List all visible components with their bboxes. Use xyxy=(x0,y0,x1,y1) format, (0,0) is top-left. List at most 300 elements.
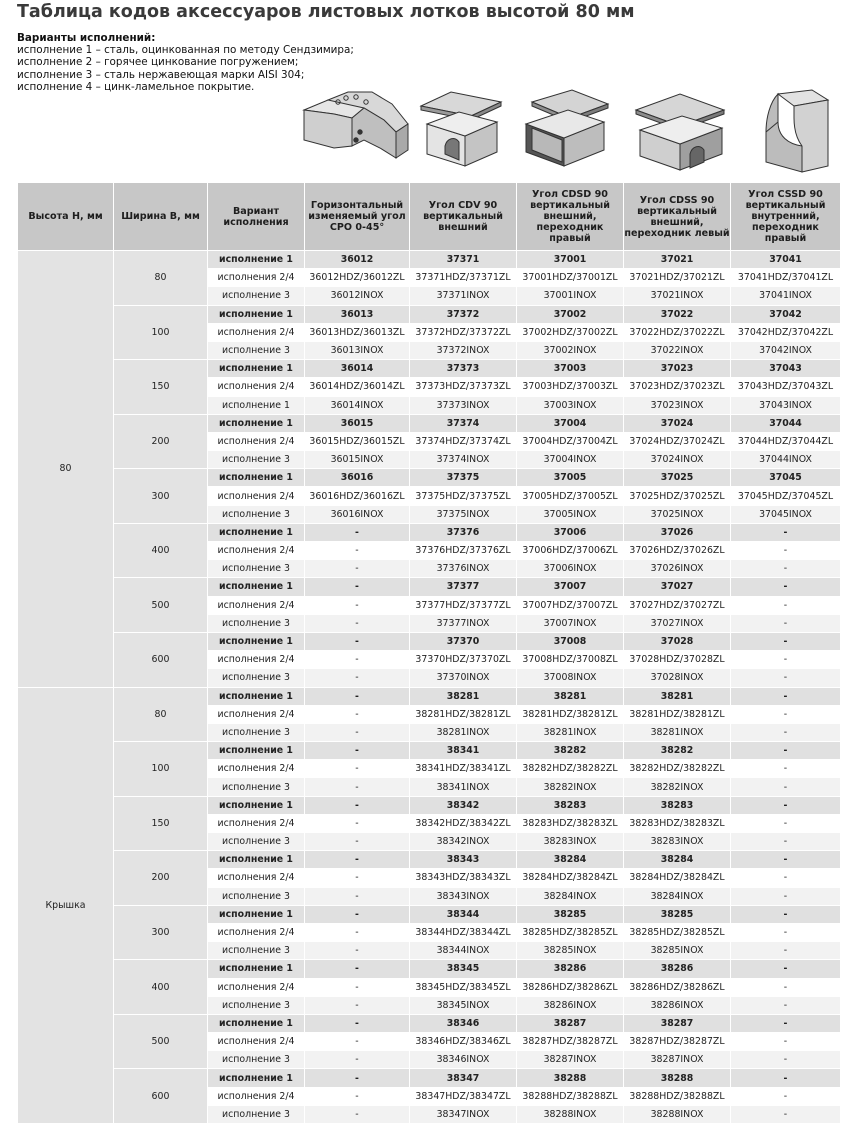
code-cell: 38281 xyxy=(624,687,731,705)
code-cell: 37006INOX xyxy=(517,560,624,578)
variant-cell: исполнения 2/4 xyxy=(208,269,305,287)
code-cell: 37371INOX xyxy=(410,287,517,305)
code-cell: - xyxy=(731,705,841,723)
variant-cell: исполнения 2/4 xyxy=(208,923,305,941)
code-cell: 36014HDZ/36014ZL xyxy=(305,378,410,396)
code-cell: 36015 xyxy=(305,414,410,432)
page-title: Таблица кодов аксессуаров листовых лотков высотой 80 мм xyxy=(17,2,635,22)
code-cell: 38285HDZ/38285ZL xyxy=(517,923,624,941)
table-body xyxy=(18,251,841,1124)
code-cell: 37025HDZ/37025ZL xyxy=(624,487,731,505)
code-cell: 37375 xyxy=(410,469,517,487)
code-cell: 37043HDZ/37043ZL xyxy=(731,378,841,396)
code-cell: 38286 xyxy=(517,960,624,978)
code-cell: - xyxy=(305,869,410,887)
code-cell: 37022HDZ/37022ZL xyxy=(624,323,731,341)
code-cell: 38341 xyxy=(410,742,517,760)
variant-cell: исполнение 3 xyxy=(208,723,305,741)
variant-cell: исполнение 1 xyxy=(208,1014,305,1032)
table-row xyxy=(18,632,841,650)
table-row xyxy=(18,578,841,596)
code-cell: 37024HDZ/37024ZL xyxy=(624,432,731,450)
variant-cell: исполнение 1 xyxy=(208,687,305,705)
variant-line: исполнение 3 – сталь нержавеющая марки AISI 304; xyxy=(17,68,305,81)
code-cell: 38282INOX xyxy=(517,778,624,796)
code-cell: - xyxy=(305,1014,410,1032)
code-cell: 37001HDZ/37001ZL xyxy=(517,269,624,287)
variant-cell: исполнение 1 xyxy=(208,523,305,541)
code-cell: - xyxy=(731,978,841,996)
code-cell: - xyxy=(731,960,841,978)
code-cell: - xyxy=(305,851,410,869)
cdss-corner-icon xyxy=(630,88,730,172)
code-cell: 38347INOX xyxy=(410,1105,517,1123)
table-row xyxy=(18,251,841,269)
code-cell: 37041INOX xyxy=(731,287,841,305)
code-cell: 38344HDZ/38344ZL xyxy=(410,923,517,941)
code-cell: 38342 xyxy=(410,796,517,814)
code-cell: - xyxy=(305,960,410,978)
code-cell: 38285INOX xyxy=(624,942,731,960)
code-cell: 37377INOX xyxy=(410,614,517,632)
variant-cell: исполнения 2/4 xyxy=(208,814,305,832)
variant-cell: исполнение 1 xyxy=(208,578,305,596)
code-cell: - xyxy=(305,651,410,669)
code-cell: - xyxy=(305,578,410,596)
code-cell: - xyxy=(731,923,841,941)
variant-cell: исполнение 3 xyxy=(208,1051,305,1069)
code-cell: - xyxy=(731,1069,841,1087)
code-cell: 37045INOX xyxy=(731,505,841,523)
code-cell: 38284HDZ/38284ZL xyxy=(517,869,624,887)
code-cell: 38282INOX xyxy=(624,778,731,796)
cdv-corner-icon xyxy=(413,88,508,170)
code-cell: 37027 xyxy=(624,578,731,596)
variant-cell: исполнение 1 xyxy=(208,1069,305,1087)
code-cell: 38284 xyxy=(624,851,731,869)
code-cell: 38347HDZ/38347ZL xyxy=(410,1087,517,1105)
variant-cell: исполнение 3 xyxy=(208,669,305,687)
horizontal-angle-icon xyxy=(300,88,412,168)
code-cell: 37042HDZ/37042ZL xyxy=(731,323,841,341)
code-cell: 38283 xyxy=(624,796,731,814)
code-cell: 37027HDZ/37027ZL xyxy=(624,596,731,614)
code-cell: 37004INOX xyxy=(517,451,624,469)
table-row xyxy=(18,469,841,487)
code-cell: - xyxy=(731,869,841,887)
table-header-row xyxy=(18,183,841,251)
code-cell: 37370INOX xyxy=(410,669,517,687)
column-header: Угол CDSD 90 вертикальный внешний, переходник правый xyxy=(517,183,624,251)
code-cell: - xyxy=(305,669,410,687)
code-cell: - xyxy=(731,632,841,650)
table-row xyxy=(18,305,841,323)
code-cell: - xyxy=(305,796,410,814)
width-cell: 300 xyxy=(114,469,208,524)
code-cell: 38343 xyxy=(410,851,517,869)
code-cell: - xyxy=(731,1105,841,1123)
code-cell: 37023INOX xyxy=(624,396,731,414)
width-cell: 200 xyxy=(114,851,208,906)
variant-cell: исполнение 1 xyxy=(208,396,305,414)
code-cell: 37028 xyxy=(624,632,731,650)
code-cell: 38343INOX xyxy=(410,887,517,905)
code-cell: 37376INOX xyxy=(410,560,517,578)
code-cell: 38281HDZ/38281ZL xyxy=(624,705,731,723)
code-cell: - xyxy=(731,1014,841,1032)
code-cell: 38281INOX xyxy=(517,723,624,741)
code-cell: 38281INOX xyxy=(410,723,517,741)
variant-cell: исполнение 3 xyxy=(208,833,305,851)
code-cell: 36014 xyxy=(305,360,410,378)
width-cell: 80 xyxy=(114,687,208,742)
width-cell: 200 xyxy=(114,414,208,469)
code-cell: 38286HDZ/38286ZL xyxy=(624,978,731,996)
column-header: Вариант исполнения xyxy=(208,183,305,251)
variant-cell: исполнения 2/4 xyxy=(208,651,305,669)
code-cell: - xyxy=(305,1051,410,1069)
code-cell: 37021HDZ/37021ZL xyxy=(624,269,731,287)
code-cell: 37005 xyxy=(517,469,624,487)
table-row xyxy=(18,360,841,378)
variant-cell: исполнение 3 xyxy=(208,341,305,359)
code-cell: 37005INOX xyxy=(517,505,624,523)
variant-cell: исполнение 1 xyxy=(208,796,305,814)
code-cell: 37377 xyxy=(410,578,517,596)
variant-cell: исполнение 3 xyxy=(208,505,305,523)
code-cell: 37042INOX xyxy=(731,341,841,359)
variant-cell: исполнения 2/4 xyxy=(208,869,305,887)
code-cell: 36016INOX xyxy=(305,505,410,523)
variant-cell: исполнения 2/4 xyxy=(208,542,305,560)
column-header: Угол CDSS 90 вертикальный внешний, переходник левый xyxy=(624,183,731,251)
code-cell: 37373HDZ/37373ZL xyxy=(410,378,517,396)
variant-cell: исполнения 2/4 xyxy=(208,705,305,723)
code-cell: - xyxy=(305,905,410,923)
code-cell: 37376 xyxy=(410,523,517,541)
code-cell: - xyxy=(305,542,410,560)
code-cell: - xyxy=(731,851,841,869)
table-row xyxy=(18,1069,841,1087)
code-cell: - xyxy=(305,632,410,650)
variant-line: исполнение 4 – цинк-ламельное покрытие. xyxy=(17,80,255,93)
code-cell: 37004HDZ/37004ZL xyxy=(517,432,624,450)
variant-cell: исполнения 2/4 xyxy=(208,1033,305,1051)
code-cell: 38344INOX xyxy=(410,942,517,960)
variant-cell: исполнения 2/4 xyxy=(208,487,305,505)
code-cell: 37008HDZ/37008ZL xyxy=(517,651,624,669)
code-cell: 37372HDZ/37372ZL xyxy=(410,323,517,341)
code-cell: 37371 xyxy=(410,251,517,269)
code-cell: 38344 xyxy=(410,905,517,923)
table-row xyxy=(18,851,841,869)
width-cell: 600 xyxy=(114,1069,208,1124)
variant-cell: исполнения 2/4 xyxy=(208,1087,305,1105)
height-cell: 80 xyxy=(18,251,114,688)
code-cell: - xyxy=(305,1033,410,1051)
height-cell: Крышка xyxy=(18,687,114,1124)
code-cell: 37045HDZ/37045ZL xyxy=(731,487,841,505)
variant-cell: исполнение 3 xyxy=(208,451,305,469)
code-cell: 37023HDZ/37023ZL xyxy=(624,378,731,396)
code-cell: 37373INOX xyxy=(410,396,517,414)
table-row xyxy=(18,905,841,923)
table-row xyxy=(18,796,841,814)
code-cell: 38346HDZ/38346ZL xyxy=(410,1033,517,1051)
code-cell: - xyxy=(305,742,410,760)
code-cell: 37007 xyxy=(517,578,624,596)
code-cell: 38281HDZ/38281ZL xyxy=(410,705,517,723)
code-cell: 36013 xyxy=(305,305,410,323)
code-cell: 38283HDZ/38283ZL xyxy=(624,814,731,832)
code-cell: 36015INOX xyxy=(305,451,410,469)
variants-legend xyxy=(17,32,354,93)
code-cell: 37372INOX xyxy=(410,341,517,359)
code-cell: 37003 xyxy=(517,360,624,378)
code-cell: 36013INOX xyxy=(305,341,410,359)
code-cell: 36012HDZ/36012ZL xyxy=(305,269,410,287)
width-cell: 500 xyxy=(114,578,208,633)
code-cell: 38342HDZ/38342ZL xyxy=(410,814,517,832)
code-cell: - xyxy=(731,651,841,669)
cdsd-corner-icon xyxy=(518,88,614,170)
code-cell: 36016HDZ/36016ZL xyxy=(305,487,410,505)
code-cell: 38347 xyxy=(410,1069,517,1087)
code-cell: 37370 xyxy=(410,632,517,650)
code-cell: 37044 xyxy=(731,414,841,432)
code-cell: 37002 xyxy=(517,305,624,323)
variant-cell: исполнение 1 xyxy=(208,851,305,869)
code-cell: 37028INOX xyxy=(624,669,731,687)
variant-cell: исполнение 1 xyxy=(208,360,305,378)
code-cell: 38342INOX xyxy=(410,833,517,851)
code-cell: 37008 xyxy=(517,632,624,650)
column-header: Высота H, мм xyxy=(18,183,114,251)
width-cell: 600 xyxy=(114,632,208,687)
code-cell: - xyxy=(305,814,410,832)
code-cell: 38282 xyxy=(624,742,731,760)
code-cell: 37042 xyxy=(731,305,841,323)
table-row xyxy=(18,523,841,541)
code-cell: 37374INOX xyxy=(410,451,517,469)
variant-cell: исполнение 1 xyxy=(208,251,305,269)
code-cell: 37025 xyxy=(624,469,731,487)
code-cell: - xyxy=(305,887,410,905)
code-cell: 37006 xyxy=(517,523,624,541)
code-cell: - xyxy=(731,742,841,760)
variant-cell: исполнение 3 xyxy=(208,996,305,1014)
code-cell: - xyxy=(305,596,410,614)
code-cell: - xyxy=(305,705,410,723)
code-cell: - xyxy=(305,723,410,741)
code-cell: 38285INOX xyxy=(517,942,624,960)
variant-cell: исполнение 1 xyxy=(208,632,305,650)
code-cell: 37008INOX xyxy=(517,669,624,687)
codes-table xyxy=(17,182,841,1124)
variant-cell: исполнение 3 xyxy=(208,287,305,305)
code-cell: - xyxy=(731,560,841,578)
code-cell: 37002HDZ/37002ZL xyxy=(517,323,624,341)
code-cell: 37025INOX xyxy=(624,505,731,523)
width-cell: 80 xyxy=(114,251,208,306)
code-cell: - xyxy=(305,833,410,851)
table-row xyxy=(18,742,841,760)
code-cell: 36012 xyxy=(305,251,410,269)
code-cell: 37374HDZ/37374ZL xyxy=(410,432,517,450)
table-row xyxy=(18,414,841,432)
code-cell: 37001 xyxy=(517,251,624,269)
code-cell: 38286HDZ/38286ZL xyxy=(517,978,624,996)
variant-cell: исполнение 1 xyxy=(208,742,305,760)
code-cell: 38341INOX xyxy=(410,778,517,796)
code-cell: - xyxy=(305,760,410,778)
cssd-corner-icon xyxy=(758,88,834,174)
code-cell: 37041HDZ/37041ZL xyxy=(731,269,841,287)
code-cell: 38284HDZ/38284ZL xyxy=(624,869,731,887)
code-cell: 37370HDZ/37370ZL xyxy=(410,651,517,669)
code-cell: 37043 xyxy=(731,360,841,378)
code-cell: 37022 xyxy=(624,305,731,323)
code-cell: 37021INOX xyxy=(624,287,731,305)
code-cell: 37044INOX xyxy=(731,451,841,469)
code-cell: 38288INOX xyxy=(624,1105,731,1123)
code-cell: 38286INOX xyxy=(624,996,731,1014)
code-cell: 37006HDZ/37006ZL xyxy=(517,542,624,560)
code-cell: 38281 xyxy=(517,687,624,705)
code-cell: 37376HDZ/37376ZL xyxy=(410,542,517,560)
code-cell: 38286INOX xyxy=(517,996,624,1014)
code-cell: 38287INOX xyxy=(517,1051,624,1069)
code-cell: - xyxy=(731,723,841,741)
code-cell: 38285 xyxy=(624,905,731,923)
code-cell: - xyxy=(731,669,841,687)
variant-cell: исполнение 3 xyxy=(208,887,305,905)
code-cell: 37044HDZ/37044ZL xyxy=(731,432,841,450)
code-cell: 37374 xyxy=(410,414,517,432)
code-cell: 38284 xyxy=(517,851,624,869)
variant-cell: исполнения 2/4 xyxy=(208,596,305,614)
code-cell: - xyxy=(731,942,841,960)
code-cell: 37041 xyxy=(731,251,841,269)
code-cell: 38281 xyxy=(410,687,517,705)
code-cell: 38282HDZ/38282ZL xyxy=(517,760,624,778)
code-cell: 38281INOX xyxy=(624,723,731,741)
code-cell: 37003INOX xyxy=(517,396,624,414)
variant-cell: исполнение 1 xyxy=(208,305,305,323)
code-cell: - xyxy=(731,1033,841,1051)
table-row xyxy=(18,960,841,978)
code-cell: 37003HDZ/37003ZL xyxy=(517,378,624,396)
code-cell: - xyxy=(731,614,841,632)
code-cell: - xyxy=(305,778,410,796)
column-header: Ширина B, мм xyxy=(114,183,208,251)
code-cell: 38281HDZ/38281ZL xyxy=(517,705,624,723)
code-cell: 38283HDZ/38283ZL xyxy=(517,814,624,832)
variant-cell: исполнения 2/4 xyxy=(208,978,305,996)
code-cell: 38346 xyxy=(410,1014,517,1032)
variant-cell: исполнения 2/4 xyxy=(208,323,305,341)
code-cell: 37007HDZ/37007ZL xyxy=(517,596,624,614)
code-cell: - xyxy=(731,760,841,778)
code-cell: 37026INOX xyxy=(624,560,731,578)
width-cell: 300 xyxy=(114,905,208,960)
code-cell: - xyxy=(731,1051,841,1069)
code-cell: 38288HDZ/38288ZL xyxy=(517,1087,624,1105)
code-cell: - xyxy=(731,996,841,1014)
code-cell: - xyxy=(731,814,841,832)
code-cell: 37024INOX xyxy=(624,451,731,469)
code-cell: 37371HDZ/37371ZL xyxy=(410,269,517,287)
variant-cell: исполнение 1 xyxy=(208,414,305,432)
code-cell: 38287HDZ/38287ZL xyxy=(517,1033,624,1051)
code-cell: - xyxy=(305,1087,410,1105)
code-cell: 38287 xyxy=(517,1014,624,1032)
code-cell: 37001INOX xyxy=(517,287,624,305)
width-cell: 100 xyxy=(114,742,208,797)
variant-line: исполнение 2 – горячее цинкование погружением; xyxy=(17,56,299,69)
code-cell: 38288 xyxy=(517,1069,624,1087)
code-cell: - xyxy=(731,542,841,560)
product-images xyxy=(300,88,835,180)
width-cell: 400 xyxy=(114,960,208,1015)
code-cell: 36016 xyxy=(305,469,410,487)
variant-cell: исполнения 2/4 xyxy=(208,378,305,396)
code-cell: - xyxy=(731,778,841,796)
code-cell: 37043INOX xyxy=(731,396,841,414)
variant-cell: исполнение 1 xyxy=(208,905,305,923)
code-cell: 38288HDZ/38288ZL xyxy=(624,1087,731,1105)
code-cell: 38287HDZ/38287ZL xyxy=(624,1033,731,1051)
column-header: Горизонтальный изменяемый угол CPO 0-45° xyxy=(305,183,410,251)
variant-cell: исполнение 3 xyxy=(208,614,305,632)
code-cell: 37375INOX xyxy=(410,505,517,523)
code-cell: - xyxy=(305,614,410,632)
code-cell: 37045 xyxy=(731,469,841,487)
code-cell: 37007INOX xyxy=(517,614,624,632)
table-row xyxy=(18,687,841,705)
code-cell: 38282 xyxy=(517,742,624,760)
code-cell: - xyxy=(731,833,841,851)
code-cell: 37028HDZ/37028ZL xyxy=(624,651,731,669)
variant-cell: исполнения 2/4 xyxy=(208,760,305,778)
code-cell: 37375HDZ/37375ZL xyxy=(410,487,517,505)
code-cell: 38345HDZ/38345ZL xyxy=(410,978,517,996)
code-cell: 37022INOX xyxy=(624,341,731,359)
code-cell: 37026 xyxy=(624,523,731,541)
variant-cell: исполнения 2/4 xyxy=(208,432,305,450)
code-cell: - xyxy=(305,996,410,1014)
code-cell: 37373 xyxy=(410,360,517,378)
code-cell: 37004 xyxy=(517,414,624,432)
variant-cell: исполнение 3 xyxy=(208,1105,305,1123)
code-cell: 38288 xyxy=(624,1069,731,1087)
code-cell: 38287 xyxy=(624,1014,731,1032)
code-cell: 38288INOX xyxy=(517,1105,624,1123)
code-cell: 37002INOX xyxy=(517,341,624,359)
code-cell: 37005HDZ/37005ZL xyxy=(517,487,624,505)
code-cell: - xyxy=(305,1105,410,1123)
variant-cell: исполнение 3 xyxy=(208,778,305,796)
code-cell: 37024 xyxy=(624,414,731,432)
column-header: Угол CDV 90 вертикальный внешний xyxy=(410,183,517,251)
code-cell: - xyxy=(731,596,841,614)
width-cell: 150 xyxy=(114,360,208,415)
code-cell: - xyxy=(731,887,841,905)
width-cell: 100 xyxy=(114,305,208,360)
code-cell: 38284INOX xyxy=(517,887,624,905)
code-cell: 38282HDZ/38282ZL xyxy=(624,760,731,778)
code-cell: 38341HDZ/38341ZL xyxy=(410,760,517,778)
